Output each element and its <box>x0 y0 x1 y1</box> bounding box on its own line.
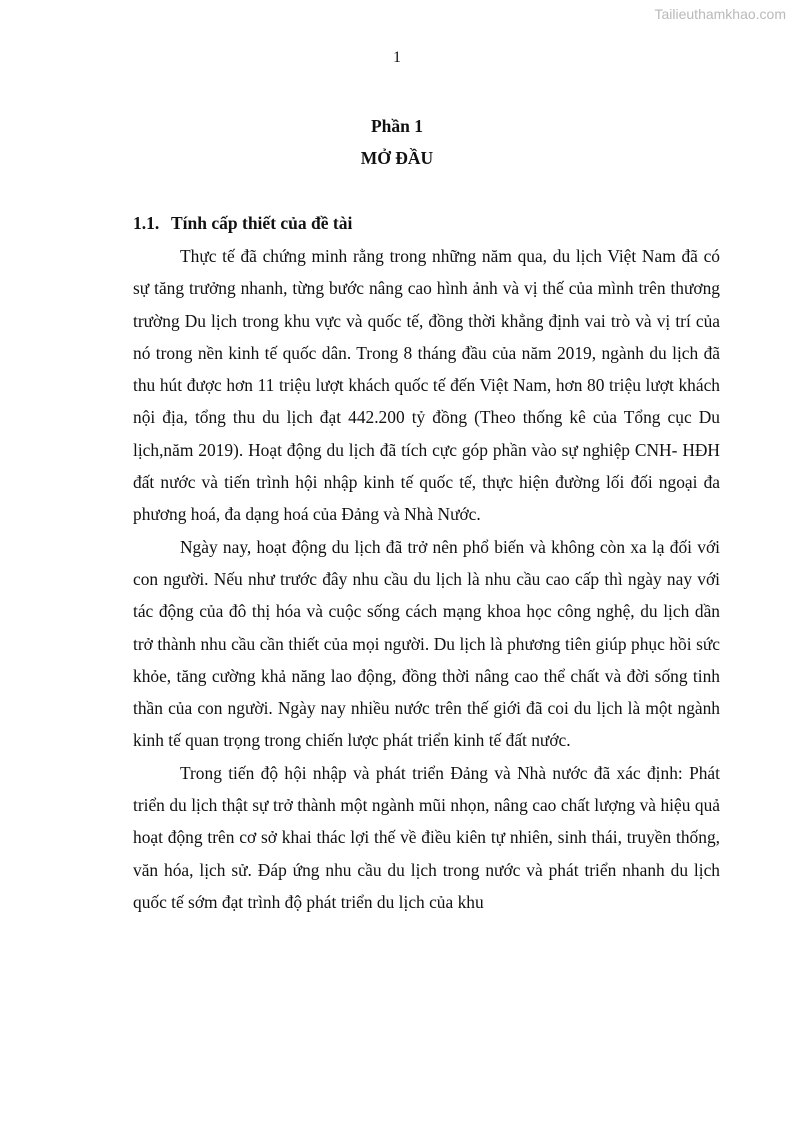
watermark-text: Tailieuthamkhao.com <box>654 6 786 22</box>
section-title: Tính cấp thiết của đề tài <box>171 213 353 233</box>
paragraph-3: Trong tiến độ hội nhập và phát triển Đảng và Nhà nước đã xác định: Phát triển du lịch thật sự trở thành một ngành mũi nhọn, nâng cao chất lượng và hiệu quả hoạt động trên cơ sở khai thác lợi thế về điều kiên tự nhiên, sinh thái, truyền thống, văn hóa, lịch sử. Đáp ứng nhu cầu du lịch trong nước và phát triển nhanh du lịch quốc tế sớm đạt trình độ phát triển du lịch của khu <box>133 762 720 912</box>
part-title: Phần 1 <box>370 116 424 136</box>
paragraph-1: Thực tế đã chứng minh rằng trong những năm qua, du lịch Việt Nam đã có sự tăng trưởng nhanh, từng bước nâng cao hình ảnh và vị thế của mình trên thương trường Du lịch trong khu vực và quốc tế, đồng thời khẳng định vai trò và vị trí của nó trong nền kinh tế quốc dân. Trong 8 tháng đầu của năm 2019, ngành du lịch đã thu hút được hơn 11 triệu lượt khách quốc tế đến Việt Nam, hơn 80 triệu lượt khách nội địa, tổng thu du lịch đạt 442.200 tỷ đồng (Theo thống kê của Tổng cục Du lịch,năm 2019). Hoạt động du lịch đã tích cực góp phần vào sự nghiệp CNH- HĐH đất nước và tiến trình hội nhập kinh tế quốc tế, thực hiện đường lối đối ngoại đa phương hoá, đa dạng hoá của Đảng và Nhà Nước. <box>133 246 720 525</box>
page-number: 1 <box>393 49 401 66</box>
body-text <box>133 240 720 918</box>
section-number: 1.1. <box>133 213 160 233</box>
chapter-title: MỞ ĐẦU <box>360 148 434 168</box>
section-heading <box>133 213 352 234</box>
paragraph-2: Ngày nay, hoạt động du lịch đã trở nên phổ biến và không còn xa lạ đối với con người. Nếu như trước đây nhu cầu du lịch là nhu cầu cao cấp thì ngày nay với tác động của đô thị hóa và cuộc sống cách mạng khoa học công nghệ, du lịch dần trở thành nhu cầu cần thiết của mọi người. Du lịch là phương tiên giúp phục hồi sức khỏe, tăng cường khả năng lao động, đồng thời nâng cao thể chất và đời sống tinh thần của con người. Ngày nay nhiều nước trên thế giới đã coi du lịch là một ngành kinh tế quan trọng trong chiến lược phát triển kinh tế đất nước. <box>133 536 720 751</box>
